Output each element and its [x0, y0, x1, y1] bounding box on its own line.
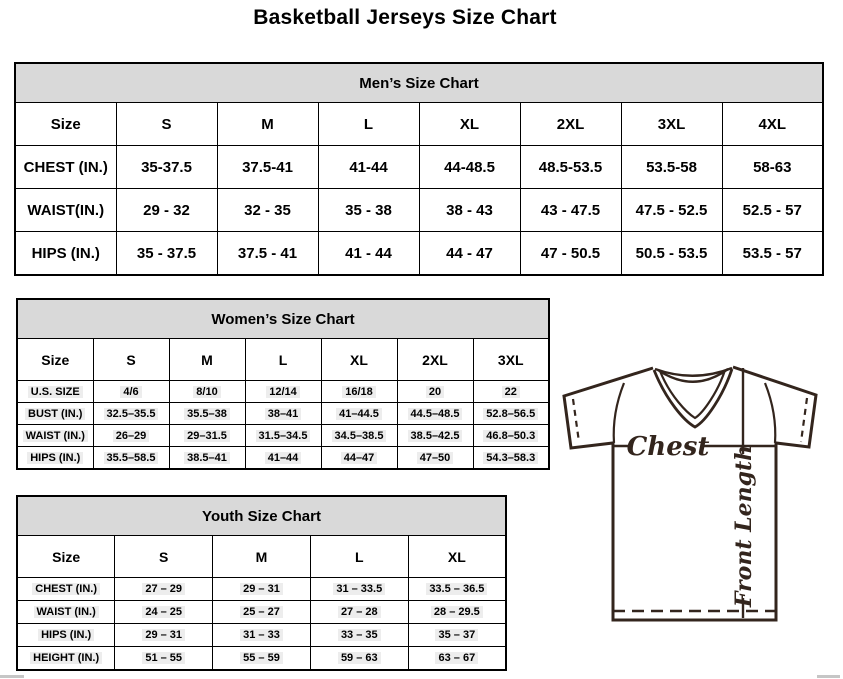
size-value-cell: 38.5–42.5 — [397, 425, 473, 447]
size-value-cell: 31 – 33 — [213, 624, 311, 647]
size-value-cell: 35.5–38 — [169, 403, 245, 425]
size-value-cell: 41–44 — [245, 447, 321, 470]
size-value-cell: 46.8–50.3 — [473, 425, 549, 447]
size-value-cell: 35 - 38 — [318, 189, 419, 232]
table-row — [15, 146, 823, 189]
jersey-outline — [564, 367, 816, 620]
size-value-cell: 16/18 — [321, 381, 397, 403]
size-value-cell: 51 – 55 — [115, 647, 213, 671]
jersey-armhole-right-seam — [765, 383, 775, 443]
size-value-cell: 38–41 — [245, 403, 321, 425]
row-label: BUST (IN.) — [17, 403, 93, 425]
jersey-armhole-left-seam — [614, 383, 624, 443]
size-value-cell: 59 – 63 — [310, 647, 408, 671]
table-row — [17, 447, 549, 470]
size-value-cell: 35 – 37 — [408, 624, 506, 647]
size-value-cell: 37.5-41 — [217, 146, 318, 189]
column-header: Size — [17, 339, 93, 381]
size-value-cell: 35-37.5 — [116, 146, 217, 189]
size-value-cell: 58-63 — [722, 146, 823, 189]
column-header: L — [245, 339, 321, 381]
column-header: 4XL — [722, 103, 823, 146]
size-value-cell: 20 — [397, 381, 473, 403]
size-value-cell: 47.5 - 52.5 — [621, 189, 722, 232]
row-label: HIPS (IN.) — [17, 624, 115, 647]
table-title: Youth Size Chart — [17, 496, 506, 536]
youth-table — [16, 495, 507, 671]
row-label: HIPS (IN.) — [15, 232, 116, 276]
size-value-cell: 34.5–38.5 — [321, 425, 397, 447]
table-row — [17, 578, 506, 601]
table-title: Men’s Size Chart — [15, 63, 823, 103]
size-value-cell: 28 – 29.5 — [408, 601, 506, 624]
table-row — [17, 647, 506, 671]
size-value-cell: 29 - 32 — [116, 189, 217, 232]
size-value-cell: 24 – 25 — [115, 601, 213, 624]
row-label: CHEST (IN.) — [17, 578, 115, 601]
size-value-cell: 31 – 33.5 — [310, 578, 408, 601]
youth-size-chart-table — [16, 495, 507, 671]
front-length-label: Front Length — [731, 444, 757, 608]
size-value-cell: 33 – 35 — [310, 624, 408, 647]
size-value-cell: 35.5–58.5 — [93, 447, 169, 470]
column-header: L — [310, 536, 408, 578]
table-title: Women’s Size Chart — [17, 299, 549, 339]
table-header-row — [15, 103, 823, 146]
size-value-cell: 63 – 67 — [408, 647, 506, 671]
jersey-cuff-dash-right — [801, 398, 807, 442]
size-value-cell: 44-48.5 — [419, 146, 520, 189]
row-label: HIPS (IN.) — [17, 447, 93, 470]
row-label: WAIST(IN.) — [15, 189, 116, 232]
size-value-cell: 22 — [473, 381, 549, 403]
size-value-cell: 31.5–34.5 — [245, 425, 321, 447]
column-header: 3XL — [473, 339, 549, 381]
column-header: S — [93, 339, 169, 381]
table-row — [17, 403, 549, 425]
mens-table — [14, 62, 824, 276]
scrollbar-fragment-right — [817, 675, 840, 678]
column-header: 2XL — [397, 339, 473, 381]
column-header: L — [318, 103, 419, 146]
column-header: XL — [321, 339, 397, 381]
mens-size-chart-table — [14, 62, 824, 276]
size-value-cell: 53.5 - 57 — [722, 232, 823, 276]
size-value-cell: 29–31.5 — [169, 425, 245, 447]
row-label: CHEST (IN.) — [15, 146, 116, 189]
column-header: XL — [419, 103, 520, 146]
size-value-cell: 8/10 — [169, 381, 245, 403]
size-value-cell: 27 – 28 — [310, 601, 408, 624]
size-value-cell: 54.3–58.3 — [473, 447, 549, 470]
size-value-cell: 33.5 – 36.5 — [408, 578, 506, 601]
size-value-cell: 52.5 - 57 — [722, 189, 823, 232]
size-value-cell: 47 - 50.5 — [520, 232, 621, 276]
size-value-cell: 50.5 - 53.5 — [621, 232, 722, 276]
size-value-cell: 53.5-58 — [621, 146, 722, 189]
size-value-cell: 41-44 — [318, 146, 419, 189]
size-value-cell: 27 – 29 — [115, 578, 213, 601]
size-value-cell: 44 - 47 — [419, 232, 520, 276]
size-value-cell: 29 – 31 — [115, 624, 213, 647]
jersey-vneck-outer — [654, 369, 732, 427]
row-label: WAIST (IN.) — [17, 601, 115, 624]
column-header: 2XL — [520, 103, 621, 146]
column-header: M — [169, 339, 245, 381]
size-value-cell: 44.5–48.5 — [397, 403, 473, 425]
table-row — [17, 624, 506, 647]
scrollbar-fragment-left — [0, 675, 24, 678]
table-row — [17, 381, 549, 403]
size-value-cell: 48.5-53.5 — [520, 146, 621, 189]
size-value-cell: 4/6 — [93, 381, 169, 403]
size-value-cell: 41 - 44 — [318, 232, 419, 276]
size-value-cell: 55 – 59 — [213, 647, 311, 671]
table-row — [17, 601, 506, 624]
page-title: Basketball Jerseys Size Chart — [253, 6, 557, 29]
size-value-cell: 12/14 — [245, 381, 321, 403]
column-header: 3XL — [621, 103, 722, 146]
column-header: M — [217, 103, 318, 146]
size-value-cell: 47–50 — [397, 447, 473, 470]
row-label: U.S. SIZE — [17, 381, 93, 403]
size-value-cell: 43 - 47.5 — [520, 189, 621, 232]
column-header: Size — [15, 103, 116, 146]
table-header-row — [17, 536, 506, 578]
size-value-cell: 52.8–56.5 — [473, 403, 549, 425]
size-value-cell: 26–29 — [93, 425, 169, 447]
table-row — [15, 232, 823, 276]
column-header: S — [115, 536, 213, 578]
size-value-cell: 37.5 - 41 — [217, 232, 318, 276]
row-label: HEIGHT (IN.) — [17, 647, 115, 671]
size-value-cell: 35 - 37.5 — [116, 232, 217, 276]
size-value-cell: 32.5–35.5 — [93, 403, 169, 425]
jersey-cuff-dash-left — [573, 399, 579, 442]
column-header: XL — [408, 536, 506, 578]
womens-table — [16, 298, 550, 470]
column-header: M — [213, 536, 311, 578]
size-value-cell: 29 – 31 — [213, 578, 311, 601]
table-row — [15, 189, 823, 232]
jersey-measurement-diagram — [556, 358, 841, 658]
size-value-cell: 25 – 27 — [213, 601, 311, 624]
table-row — [17, 425, 549, 447]
size-value-cell: 38.5–41 — [169, 447, 245, 470]
row-label: WAIST (IN.) — [17, 425, 93, 447]
table-header-row — [17, 339, 549, 381]
column-header: Size — [17, 536, 115, 578]
size-value-cell: 44–47 — [321, 447, 397, 470]
size-value-cell: 32 - 35 — [217, 189, 318, 232]
womens-size-chart-table — [16, 298, 550, 470]
size-value-cell: 41–44.5 — [321, 403, 397, 425]
chest-label: Chest — [626, 432, 710, 462]
size-value-cell: 38 - 43 — [419, 189, 520, 232]
column-header: S — [116, 103, 217, 146]
